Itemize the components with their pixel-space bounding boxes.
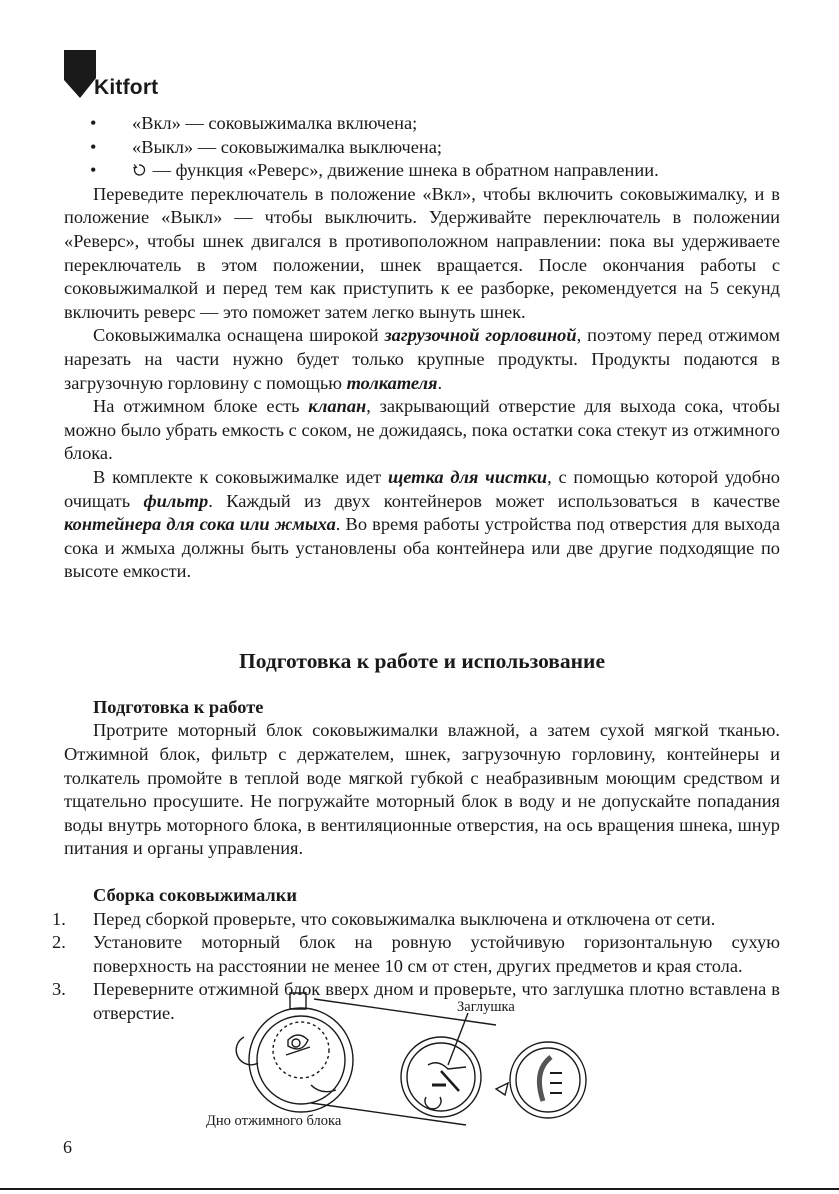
term-brush: щетка для чистки <box>387 466 548 487</box>
page-content <box>52 112 780 1026</box>
page-number: 6 <box>63 1137 72 1157</box>
label-plug: Заглушка <box>457 999 515 1015</box>
brand-name: Kitfort <box>94 76 159 99</box>
paragraph-brush: В комплекте к соковыжималке идет щетка для чистки, с помощью которой удобно очищать фильтр. Каждый из двух контейнеров может использоваться в качестве контейнера для сока или жмыха. Во время работы устройства под отверстия для выхода сока и жмыха должны быть установлены оба контейнера или две другие подходящие по высоте емкости. <box>64 466 780 582</box>
subheading-assembly: Сборка соковыжималки <box>93 885 297 906</box>
subheading-preparation: Подготовка к работе <box>93 696 264 717</box>
list-item: 2. Установите моторный блок на ровную устойчивую горизонтальную сухую поверхность на расстоянии не менее 10 см от стен, других предметов и края стола. <box>52 932 780 976</box>
brand-logo <box>64 50 158 100</box>
term-pusher: толкателя <box>346 372 438 393</box>
list-item: 3. Переверните отжимной блок вверх дном и проверьте, что заглушка плотно вставлена в отверстие. <box>52 979 780 1023</box>
label-bottom: Дно отжимного блока <box>206 1113 342 1129</box>
page-border <box>0 1188 839 1190</box>
reverse-arrow-icon <box>132 163 146 177</box>
list-item: • «Вкл» — соковыжималка включена; <box>64 112 780 136</box>
paragraph-valve: На отжимном блоке есть клапан, закрывающий отверстие для выхода сока, чтобы можно было убрать емкость с соком, не дожидаясь, пока остатки сока стекут из отжимного блока. <box>64 396 780 464</box>
list-item <box>64 159 780 183</box>
juicer-bottom-illustration <box>196 985 606 1133</box>
kitfort-logo-icon <box>64 50 96 100</box>
term-feed-chute: загрузочной горловиной <box>384 325 577 346</box>
list-item: • «Выкл» — соковыжималка выключена; <box>64 136 780 160</box>
assembly-figure <box>196 985 606 1133</box>
section-title: Подготовка к работе и использование <box>239 648 605 673</box>
paragraph-feed-chute: Соковыжималка оснащена широкой загрузочной горловиной, поэтому перед отжимом нарезать на части нужно будет только крупные продукты. Продукты подаются в загрузочную горловину с помощью толкателя. <box>64 325 780 393</box>
term-filter: фильтр <box>143 490 209 511</box>
paragraph-preparation: Протрите моторный блок соковыжималки влажной, а затем сухой мягкой тканью. Отжимной блок, фильтр с держателем, шнек, загрузочную горловину, контейнеры и толкатель промойте в теплой воде мягкой губкой с неабразивным моющим средством и тщательно просушите. Не погружайте моторный блок в воду и не допускайте попадания воды внутрь моторного блока, в вентиляционные отверстия, на ось вращения шнека, шнур питания и органы управления. <box>64 720 780 859</box>
term-container: контейнера для сока или жмыха <box>64 514 336 535</box>
paragraph-switch: Переведите переключатель в положение «Вкл», чтобы включить соковыжималку, и в положение «Выкл» — чтобы выключить. Удерживайте переключатель в положении «Реверс», чтобы шнек двигался в противоположном направлении: пока вы удерживаете переключатель в этом положении, шнек вращается. После окончания работы с соковыжималкой и перед тем как приступить к ее разборке, рекомендуется на 5 секунд включить реверс — это поможет затем легко вынуть шнек. <box>64 183 780 322</box>
term-valve: клапан <box>308 396 367 417</box>
switch-positions-list <box>64 112 780 183</box>
list-item: 1. Перед сборкой проверьте, что соковыжималка выключена и отключена от сети. <box>52 908 716 929</box>
reverse-text: — функция «Реверс», движение шнека в обратном направлении. <box>152 160 659 181</box>
